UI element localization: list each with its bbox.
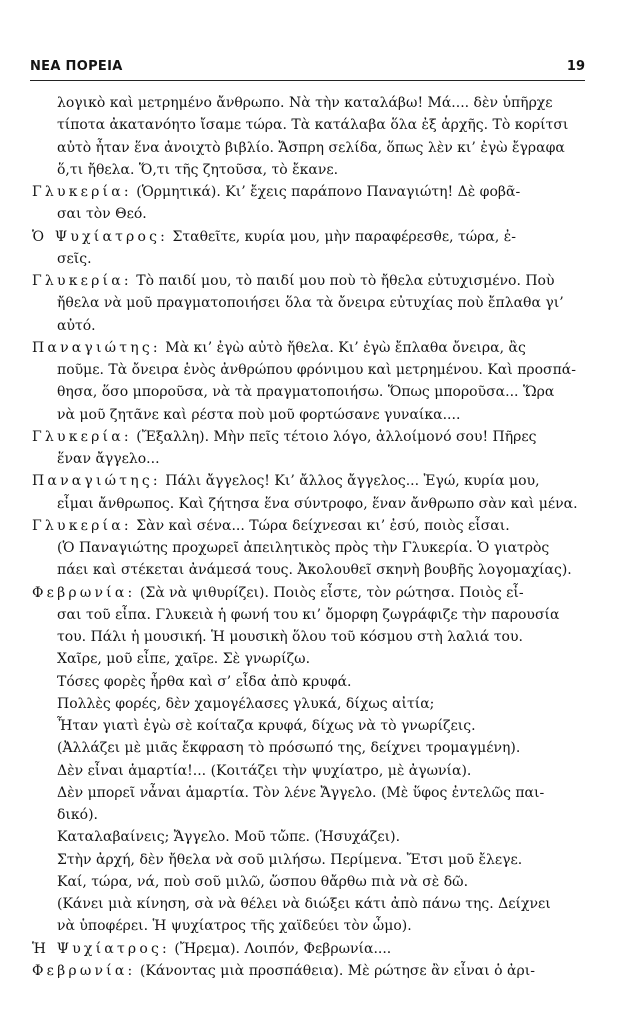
line-text: του. Πάλι ἡ μουσική. Ἡ μουσικὴ ὅλου τοῦ κόσμου στὴ λαλιά του. xyxy=(57,629,523,645)
line-text: (Κάνει μιὰ κίνηση, σὰ νὰ θέλει νὰ διώξει κάτι ἀπὸ πάνω της. Δείχνει xyxy=(57,896,551,912)
text-line xyxy=(32,893,584,915)
speaker-name: Ἡ Ψυχίατρος: xyxy=(32,940,170,957)
text-line xyxy=(32,515,584,537)
text-line xyxy=(32,114,584,136)
line-text: Καί, τώρα, νά, ποὺ σοῦ μιλῶ, ὥσπου θἄρθω πιὰ νὰ σὲ δῶ. xyxy=(57,873,469,890)
line-text: Πολλὲς φορές, δὲν χαμογέλασες γλυκά, δίχως αἰτία; xyxy=(57,695,435,712)
text-line xyxy=(32,381,584,403)
text-line xyxy=(32,404,584,426)
text-line xyxy=(32,537,584,559)
speaker-name: Γλυκερία: xyxy=(32,428,132,445)
speaker-name: Ὁ Ψυχίατρος: xyxy=(32,228,169,245)
page-number: 19 xyxy=(566,59,585,74)
text-line xyxy=(32,626,584,648)
text-line xyxy=(32,426,584,448)
text-line xyxy=(32,715,584,737)
body-text xyxy=(32,92,584,982)
text-line xyxy=(32,181,584,203)
line-text: Δὲν μπορεῖ νἆναι ἁμαρτία. Τὸν λένε Ἄγγελο. (Μὲ ὕφος ἐντελῶς παι- xyxy=(57,784,545,801)
line-text: Τὸ παιδί μου, τὸ παιδί μου ποὺ τὸ ἤθελα εὐτυχισμένο. Ποὺ xyxy=(131,273,555,289)
line-text: δικό). xyxy=(57,807,99,823)
running-header xyxy=(30,56,585,81)
text-line xyxy=(32,648,584,670)
line-text: Δὲν εἶναι ἁμαρτία!... (Κοιτάζει τὴν ψυχίατρο, μὲ ἀγωνία). xyxy=(57,762,472,779)
line-text: σεῖς. xyxy=(57,250,92,267)
speaker-name: Φεβρωνία: xyxy=(32,584,136,601)
line-text: (Κάνοντας μιὰ προσπάθεια). Μὲ ρώτησε ἂν εἶναι ὁ ἀρι- xyxy=(135,962,535,979)
speaker-name: Φεβρωνία: xyxy=(32,962,136,979)
text-line xyxy=(32,226,584,248)
text-line xyxy=(32,448,584,470)
line-text: (Ἀλλάζει μὲ μιᾶς ἔκφραση τὸ πρόσωπό της, δείχνει τρομαγμένη). xyxy=(57,740,521,757)
line-text: Σταθεῖτε, κυρία μου, μὴν παραφέρεσθε, τώρα, ἐ- xyxy=(168,228,516,245)
line-text: Ἦταν γιατὶ ἐγὼ σὲ κοίταζα κρυφά, δίχως νὰ τὸ γνωρίζεις. xyxy=(57,718,476,734)
text-line xyxy=(32,315,584,337)
text-line xyxy=(32,782,584,804)
speaker-name: Γλυκερία: xyxy=(32,273,132,289)
line-text: ὅ,τι ἤθελα. Ὅ,τι τῆς ζητοῦσα, τὸ ἔκανε. xyxy=(57,161,339,178)
text-line xyxy=(32,871,584,893)
speaker-name: Παναγιώτης: xyxy=(32,339,161,356)
speaker-name: Γλυκερία: xyxy=(32,517,132,534)
line-text: (Ὁρμητικά). Κι’ ἔχεις παράπονο Παναγιώτη! Δὲ φοβᾶ- xyxy=(131,184,521,200)
line-text: ἕναν ἄγγελο... xyxy=(57,451,160,467)
text-line xyxy=(32,92,584,114)
line-text: εἶμαι ἄνθρωπος. Καὶ ζήτησα ἕνα σύντροφο, ἕναν ἄνθρωπο σὰν καὶ μένα. xyxy=(57,495,578,512)
text-line xyxy=(32,203,584,225)
journal-title: ΝΕΑ ΠΟΡΕΙΑ xyxy=(30,59,123,74)
line-text: Καταλαβαίνεις; Ἄγγελο. Μοῦ τὤπε. (Ἡσυχάζει). xyxy=(57,829,401,846)
text-line xyxy=(32,693,584,715)
text-line xyxy=(32,737,584,759)
speaker-name: Γλυκερία: xyxy=(32,184,132,200)
text-line xyxy=(32,804,584,826)
text-line xyxy=(32,938,584,960)
text-line xyxy=(32,826,584,848)
line-text: ποῦμε. Τὰ ὄνειρα ἑνὸς ἀνθρώπου φρόνιμου καὶ μετρημένου. Καὶ προσπά- xyxy=(57,362,576,378)
text-line xyxy=(32,470,584,492)
text-line xyxy=(32,337,584,359)
line-text: πάει καὶ στέκεται ἀνάμεσά τους. Ἀκολουθεῖ σκηνὴ βουβῆς λογομαχίας). xyxy=(57,562,572,579)
text-line xyxy=(32,559,584,581)
line-text: ἤθελα νὰ μοῦ πραγματοποιήσει ὅλα τὰ ὄνειρα εὐτυχίας ποὺ ἔπλαθα γι’ xyxy=(57,295,564,312)
text-line xyxy=(32,248,584,270)
text-line xyxy=(32,760,584,782)
line-text: Τόσες φορὲς ἦρθα καὶ σ’ εἶδα ἀπὸ κρυφά. xyxy=(57,673,352,690)
text-line xyxy=(32,671,584,693)
text-line xyxy=(32,604,584,626)
line-text: Σὰν καὶ σένα... Τώρα δείχνεσαι κι’ ἐσύ, ποιὸς εἶσαι. xyxy=(131,517,510,534)
text-line xyxy=(32,849,584,871)
line-text: Χαῖρε, μοῦ εἶπε, χαῖρε. Σὲ γνωρίζω. xyxy=(57,651,311,668)
line-text: Μὰ κι’ ἐγὼ αὐτὸ ἤθελα. Κι’ ἐγὼ ἔπλαθα ὄνειρα, ἂς xyxy=(160,339,526,356)
text-line xyxy=(32,292,584,314)
line-text: (Σὰ νὰ ψιθυρίζει). Ποιὸς εἶστε, τὸν ρώτησα. Ποιὸς εἶ- xyxy=(135,584,524,601)
text-line xyxy=(32,359,584,381)
line-text: (Ἔξαλλη). Μὴν πεῖς τέτοιο λόγο, ἀλλοίμονό σου! Πῆρες xyxy=(131,428,537,445)
line-text: (Ὁ Παναγιώτης προχωρεῖ ἀπειλητικὸς πρὸς τὴν Γλυκερία. Ὁ γιατρὸς xyxy=(57,540,550,556)
line-text: αὐτό. xyxy=(57,317,96,334)
line-text: νὰ μοῦ ζητᾶνε καὶ ρέστα ποὺ μοῦ φορτώσανε γυναίκα.... xyxy=(57,406,461,423)
line-text: σαι τοῦ εἶπα. Γλυκειὰ ἡ φωνή του κι’ ὄμορφη ζωγράφιζε τὴν παρουσία xyxy=(57,606,560,623)
text-line xyxy=(32,270,584,292)
speaker-name: Παναγιώτης: xyxy=(32,473,161,490)
line-text: Πάλι ἄγγελος! Κι’ ἄλλος ἄγγελος... Ἐγώ, κυρία μου, xyxy=(160,473,540,490)
text-line xyxy=(32,960,584,982)
line-text: νὰ ὑποφέρει. Ἡ ψυχίατρος τῆς χαϊδεύει τὸν ὦμο). xyxy=(57,918,412,935)
line-text: τίποτα ἀκατανόητο ἴσαμε τώρα. Τὰ κατάλαβα ὅλα ἐξ ἀρχῆς. Τὸ κορίτσι xyxy=(57,117,569,134)
text-line xyxy=(32,137,584,159)
line-text: σαι τὸν Θεό. xyxy=(57,206,147,223)
line-text: (Ἤρεμα). Λοιπόν, Φεβρωνία.... xyxy=(169,940,392,957)
line-text: λογικὸ καὶ μετρημένο ἄνθρωπο. Νὰ τὴν καταλάβω! Μά.... δὲν ὑπῆρχε xyxy=(57,95,553,111)
line-text: Στὴν ἀρχή, δὲν ἤθελα νὰ σοῦ μιλήσω. Περίμενα. Ἔτσι μοῦ ἔλεγε. xyxy=(57,851,523,868)
line-text: θησα, ὅσο μποροῦσα, νὰ τὰ πραγματοποιήσω. Ὅπως μποροῦσα... Ὥρα xyxy=(57,384,555,401)
text-line xyxy=(32,915,584,937)
text-line xyxy=(32,493,584,515)
line-text: αὐτὸ ἦταν ἕνα ἀνοιχτὸ βιβλίο. Ἄσπρη σελίδα, ὅπως λὲν κι’ ἐγὼ ἔγραφα xyxy=(57,139,565,156)
text-line xyxy=(32,159,584,181)
text-line xyxy=(32,582,584,604)
